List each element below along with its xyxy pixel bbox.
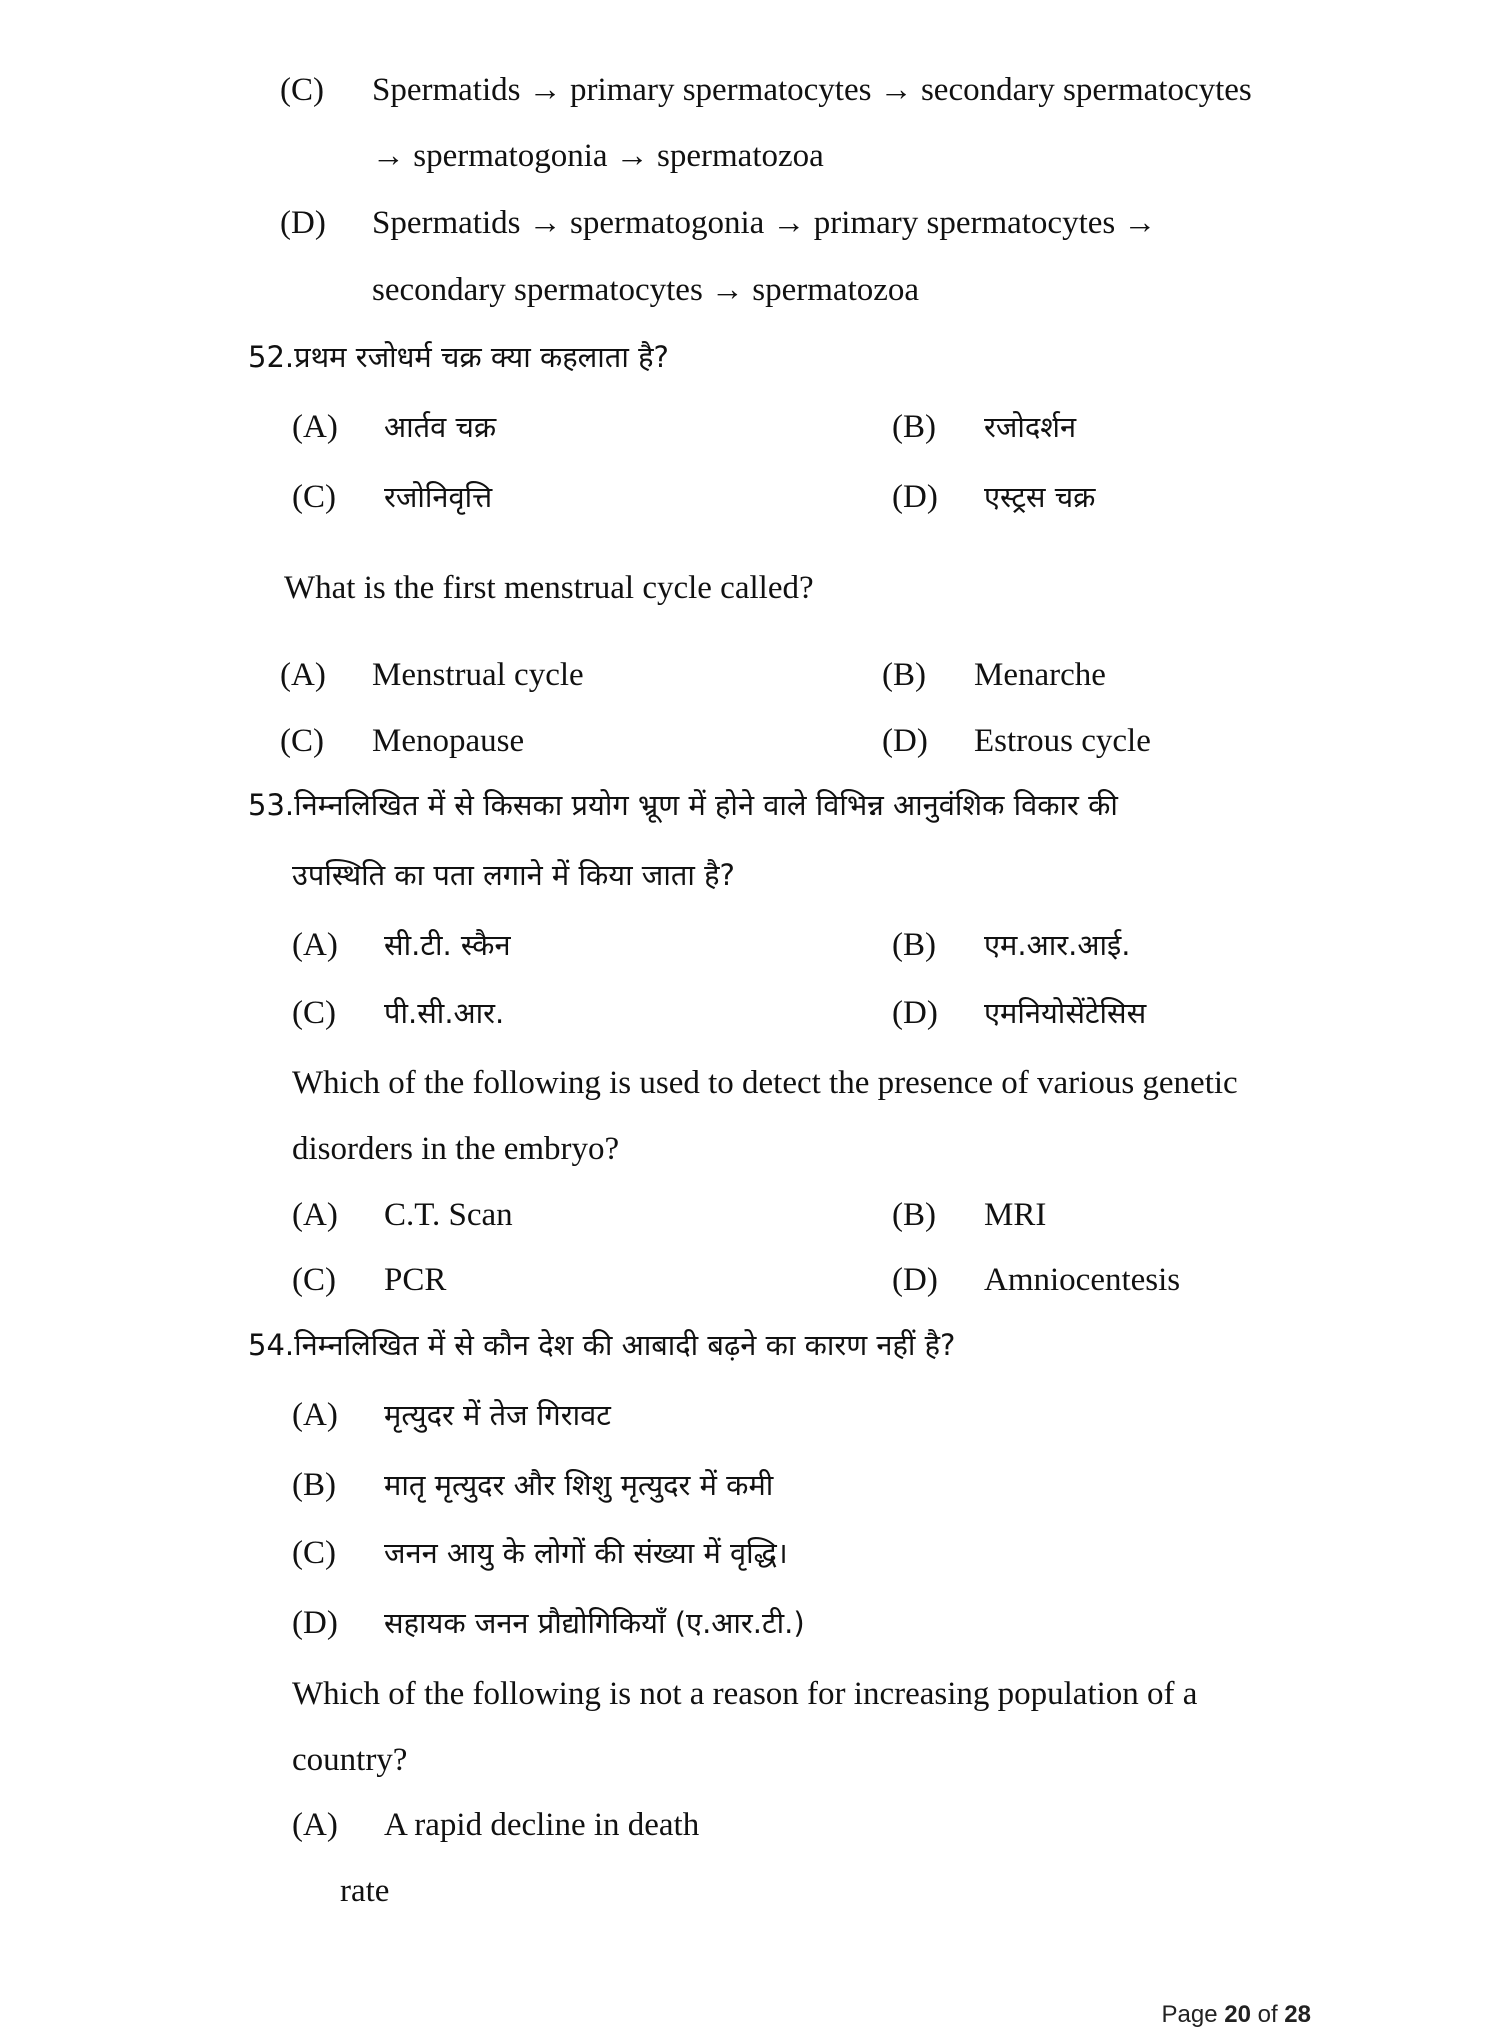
option-text: C.T. Scan [384, 1197, 513, 1233]
q54-hindi-question: 54.निम्नलिखित में से कौन देश की आबादी बढ़ने का कारण नहीं है? [248, 1328, 956, 1362]
option-text: रजोदर्शन [984, 410, 1077, 444]
q54-hindi-option-b [292, 1465, 773, 1505]
q53-hindi-option-d [892, 993, 1146, 1033]
total-pages: 28 [1284, 2001, 1311, 2028]
option-label: (C) [292, 479, 336, 515]
option-text: Menopause [372, 723, 525, 759]
option-text: Spermatids → primary spermatocytes → secondary spermatocytes [372, 72, 1252, 108]
option-text: Menstrual cycle [372, 657, 584, 693]
page-sep: of [1257, 2001, 1278, 2028]
q54-english-question-line2: country? [292, 1742, 408, 1778]
option-text: जनन आयु के लोगों की संख्या में वृद्धि। [384, 1536, 788, 1570]
option-text: पी.सी.आर. [384, 996, 505, 1030]
q54-hindi-option-a [292, 1395, 611, 1435]
option-text: सी.टी. स्कैन [384, 928, 511, 962]
q53-hindi-option-a [292, 925, 511, 965]
q53-hindi-option-b [892, 925, 1130, 965]
page-number [1162, 2001, 1312, 2029]
option-text: एमनियोसेंटेसिस [984, 996, 1147, 1030]
q54-hindi-option-d [292, 1603, 805, 1643]
option-text: एम.आर.आई. [984, 928, 1131, 962]
q53-hindi-question-line1: 53.निम्नलिखित में से किसका प्रयोग भ्रूण में होने वाले विभिन्न आनुवंशिक विकार की [248, 788, 1118, 822]
option-label: (C) [292, 1535, 336, 1571]
option-label: (A) [280, 657, 326, 693]
option-label: (A) [292, 927, 338, 963]
q53-english-question-line2: disorders in the embryo? [292, 1131, 620, 1167]
option-text: PCR [384, 1262, 447, 1298]
option-label: (B) [882, 657, 926, 693]
q52-english-option-a [280, 655, 584, 695]
option-text: MRI [984, 1197, 1047, 1233]
option-text: Spermatids → spermatogonia → primary spermatocytes → [372, 205, 1157, 241]
option-label: (D) [280, 205, 326, 241]
option-label: (A) [292, 409, 338, 445]
q51-option-d-cont: secondary spermatocytes → spermatozoa [372, 272, 920, 308]
option-label: (D) [882, 723, 928, 759]
q52-english-option-d [882, 721, 1151, 761]
current-page: 20 [1224, 2001, 1251, 2028]
q51-option-d [280, 203, 1157, 243]
q54-hindi-option-c [292, 1533, 788, 1573]
q52-english-option-c [280, 721, 524, 761]
q53-english-option-c [292, 1260, 446, 1300]
q52-hindi-option-c [292, 477, 492, 517]
option-text: रजोनिवृत्ति [384, 480, 493, 514]
option-text: मृत्युदर में तेज गिरावट [384, 1398, 611, 1432]
q54-english-option-a [292, 1805, 699, 1845]
q52-hindi-option-b [892, 407, 1076, 447]
q53-hindi-option-c [292, 993, 504, 1033]
option-text: आर्तव चक्र [384, 410, 497, 444]
option-text: Menarche [974, 657, 1106, 693]
option-label: (A) [292, 1397, 338, 1433]
option-text: A rapid decline in death [384, 1807, 700, 1843]
q52-english-question: What is the first menstrual cycle called? [284, 570, 814, 606]
q52-hindi-option-d [892, 477, 1095, 517]
q53-english-option-d [892, 1260, 1180, 1300]
option-text: एस्ट्रस चक्र [984, 480, 1096, 514]
option-label: (D) [892, 479, 938, 515]
q53-english-option-a [292, 1195, 513, 1235]
option-text: मातृ मृत्युदर और शिशु मृत्युदर में कमी [384, 1468, 774, 1502]
q52-english-option-b [882, 655, 1106, 695]
q53-english-question-line1: Which of the following is used to detect the presence of various genetic [292, 1065, 1238, 1101]
q52-hindi-option-a [292, 407, 496, 447]
option-label: (C) [292, 1262, 336, 1298]
option-text: Amniocentesis [984, 1262, 1181, 1298]
q52-hindi-question: 52.प्रथम रजोधर्म चक्र क्या कहलाता है? [248, 340, 669, 374]
option-label: (B) [892, 409, 936, 445]
option-label: (D) [292, 1605, 338, 1641]
option-text: सहायक जनन प्रौद्योगिकियाँ (ए.आर.टी.) [384, 1606, 805, 1640]
option-label: (D) [892, 1262, 938, 1298]
option-label: (B) [892, 1197, 936, 1233]
option-label: (A) [292, 1807, 338, 1843]
option-label: (C) [280, 72, 324, 108]
option-label: (A) [292, 1197, 338, 1233]
q53-english-option-b [892, 1195, 1046, 1235]
option-label: (C) [280, 723, 324, 759]
option-label: (B) [292, 1467, 336, 1503]
option-label: (D) [892, 995, 938, 1031]
q54-english-question-line1: Which of the following is not a reason for increasing population of a [292, 1676, 1198, 1712]
q54-english-option-a-cont: rate [340, 1873, 390, 1909]
option-label: (B) [892, 927, 936, 963]
q51-option-c [280, 70, 1252, 110]
page-prefix: Page [1161, 2001, 1218, 2028]
q51-option-c-cont: → spermatogonia → spermatozoa [372, 138, 824, 174]
q53-hindi-question-line2: उपस्थिति का पता लगाने में किया जाता है? [292, 858, 735, 892]
option-text: Estrous cycle [974, 723, 1151, 759]
option-label: (C) [292, 995, 336, 1031]
